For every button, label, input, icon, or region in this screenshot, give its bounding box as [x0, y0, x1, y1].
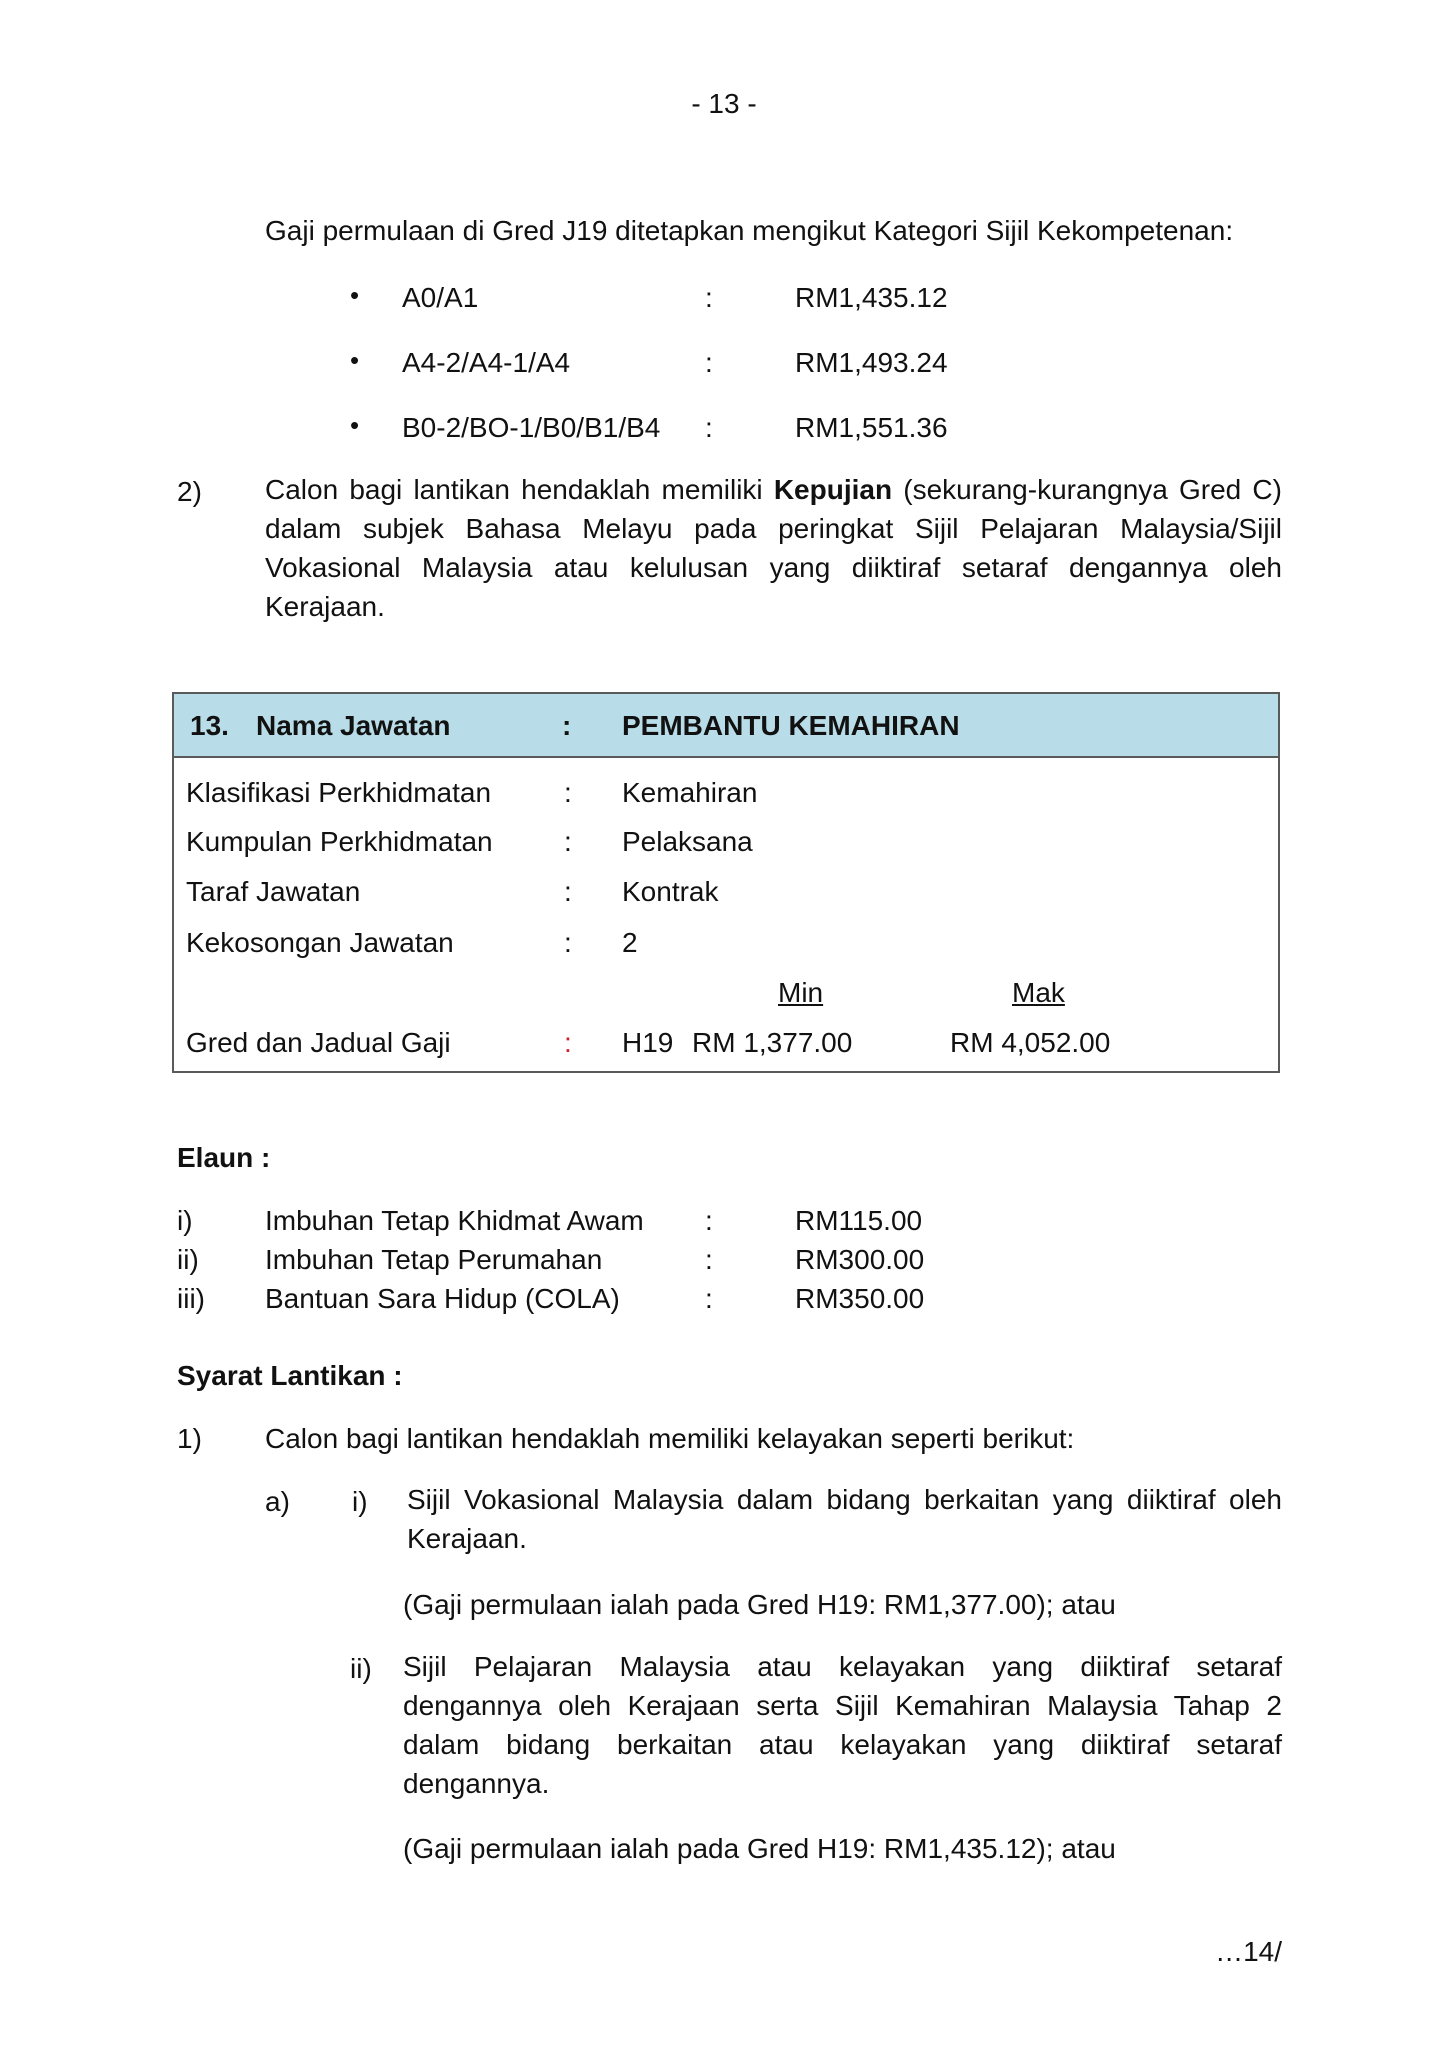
separator: :	[564, 826, 572, 857]
sub-sub-number: ii)	[350, 1653, 372, 1684]
job-table-header	[174, 694, 1278, 758]
job-info-table	[172, 692, 1280, 1073]
sub-number: a)	[265, 1486, 290, 1517]
bullet-icon: •	[350, 410, 360, 440]
page-number: - 13 -	[691, 88, 757, 119]
min-header: Min	[778, 977, 824, 1008]
separator: :	[564, 876, 572, 907]
separator: :	[705, 412, 713, 443]
bullet-icon: •	[350, 345, 360, 375]
salary-note: (Gaji permulaan ialah pada Gred H19: RM1,377.00); atau	[403, 1589, 1116, 1620]
allowance-number: ii)	[177, 1244, 199, 1275]
para-bold-text: Kepujian	[773, 474, 893, 505]
job-title-label: Nama Jawatan	[256, 710, 451, 741]
row-value: Kemahiran	[622, 777, 758, 808]
sub-sub-number: i)	[352, 1486, 368, 1517]
job-number: 13.	[190, 710, 229, 741]
bullet-icon: •	[350, 280, 360, 310]
allowance-label: Bantuan Sara Hidup (COLA)	[265, 1283, 620, 1314]
competency-value: RM1,551.36	[795, 412, 948, 443]
separator: :	[564, 927, 572, 958]
row-value: Pelaksana	[622, 826, 753, 857]
competency-label: A0/A1	[402, 282, 479, 313]
salary-min: RM 1,377.00	[692, 1027, 853, 1058]
requirement-text: Calon bagi lantikan hendaklah memiliki kelayakan seperti berikut:	[265, 1423, 1075, 1454]
para-text: (sekurang-kurangnya Gred C) dalam subjek Bahasa Melayu pada peringkat Sijil Pelajaran Malaysia/Sijil Vokasional Malaysia atau kelulusan yang diiktiraf setaraf dengannya oleh Kerajaan.	[265, 474, 1282, 622]
row-label: Klasifikasi Perkhidmatan	[186, 777, 492, 808]
requirement-number: 1)	[177, 1423, 202, 1454]
allowance-value: RM350.00	[795, 1283, 925, 1314]
separator: :	[564, 777, 572, 808]
competency-value: RM1,493.24	[795, 347, 948, 378]
separator: :	[705, 282, 713, 313]
row-label: Kekosongan Jawatan	[186, 927, 454, 958]
row-value: Kontrak	[622, 876, 719, 907]
intro-text: Gaji permulaan di Gred J19 ditetapkan mengikut Kategori Sijil Kekompetenan:	[265, 215, 1234, 246]
competency-label: B0-2/BO-1/B0/B1/B4	[402, 412, 661, 443]
competency-value: RM1,435.12	[795, 282, 948, 313]
separator: :	[705, 1283, 713, 1314]
allowance-label: Imbuhan Tetap Perumahan	[265, 1244, 603, 1275]
elaun-heading: Elaun :	[177, 1142, 271, 1173]
para-text: Calon bagi lantikan hendaklah memiliki	[265, 474, 774, 505]
allowance-label: Imbuhan Tetap Khidmat Awam	[265, 1205, 644, 1236]
allowance-value: RM300.00	[795, 1244, 925, 1275]
separator: :	[705, 1244, 713, 1275]
paragraph-number: 2)	[177, 476, 202, 507]
salary-max: RM 4,052.00	[950, 1027, 1111, 1058]
separator: :	[705, 1205, 713, 1236]
allowance-value: RM115.00	[795, 1205, 923, 1236]
separator: :	[562, 710, 572, 741]
separator: :	[564, 1027, 572, 1058]
continuation-marker: …14/	[1215, 1936, 1282, 1967]
salary-grade: H19	[622, 1027, 674, 1058]
competency-label: A4-2/A4-1/A4	[402, 347, 571, 378]
row-label: Kumpulan Perkhidmatan	[186, 826, 493, 857]
max-header: Mak	[1012, 977, 1065, 1008]
paragraph-2	[265, 470, 1282, 626]
salary-note: (Gaji permulaan ialah pada Gred H19: RM1,435.12); atau	[403, 1833, 1116, 1864]
row-label: Taraf Jawatan	[186, 876, 361, 907]
allowance-number: iii)	[177, 1283, 205, 1314]
job-title: PEMBANTU KEMAHIRAN	[622, 710, 960, 741]
separator: :	[705, 347, 713, 378]
allowance-number: i)	[177, 1205, 193, 1236]
syarat-heading: Syarat Lantikan :	[177, 1360, 403, 1391]
row-label: Gred dan Jadual Gaji	[186, 1027, 451, 1058]
qualification-ii-text: Sijil Pelajaran Malaysia atau kelayakan yang diiktiraf setaraf dengannya oleh Kerajaan serta Sijil Kemahiran Malaysia Tahap 2 dalam bidang berkaitan atau kelayakan yang diiktiraf setaraf dengannya.	[403, 1651, 1282, 1799]
qualification-i-text: Sijil Vokasional Malaysia dalam bidang berkaitan yang diiktiraf oleh Kerajaan.	[407, 1484, 1282, 1554]
row-value: 2	[622, 927, 638, 958]
